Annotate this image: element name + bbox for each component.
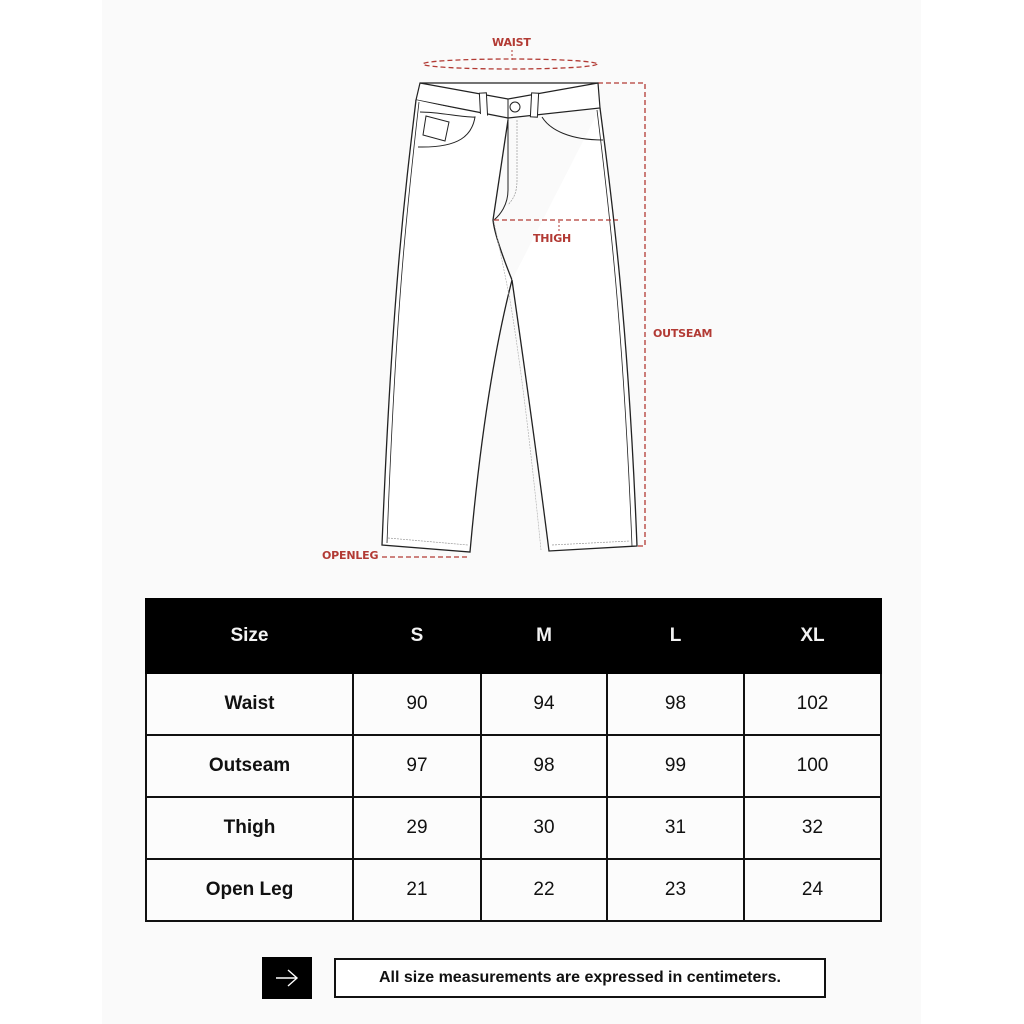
units-note: All size measurements are expressed in centimeters. [334, 958, 826, 998]
table-header-row [146, 599, 881, 673]
cell-value: 24 [744, 859, 881, 921]
cell-value: 30 [481, 797, 607, 859]
cell-value: 100 [744, 735, 881, 797]
table-row-thigh [146, 797, 881, 859]
openleg-label: OPENLEG [322, 549, 379, 562]
header-size: Size [146, 599, 353, 673]
outseam-label: OUTSEAM [653, 327, 713, 340]
row-label: Thigh [146, 797, 353, 859]
cell-value: 94 [481, 673, 607, 735]
cell-value: 102 [744, 673, 881, 735]
cell-value: 29 [353, 797, 481, 859]
header-xl: XL [744, 599, 881, 673]
row-label: Waist [146, 673, 353, 735]
row-label: Open Leg [146, 859, 353, 921]
header-m: M [481, 599, 607, 673]
cell-value: 98 [607, 673, 744, 735]
waist-label: WAIST [492, 36, 531, 49]
arrow-badge [262, 957, 312, 999]
cell-value: 22 [481, 859, 607, 921]
size-chart-table [145, 598, 882, 922]
cell-value: 90 [353, 673, 481, 735]
table-row-outseam [146, 735, 881, 797]
table-row-open-leg [146, 859, 881, 921]
cell-value: 31 [607, 797, 744, 859]
row-label: Outseam [146, 735, 353, 797]
header-l: L [607, 599, 744, 673]
cell-value: 32 [744, 797, 881, 859]
thigh-label: THIGH [533, 232, 572, 245]
cell-value: 21 [353, 859, 481, 921]
cell-value: 23 [607, 859, 744, 921]
arrow-right-icon [274, 968, 300, 988]
cell-value: 97 [353, 735, 481, 797]
table-row-waist [146, 673, 881, 735]
cell-value: 99 [607, 735, 744, 797]
header-s: S [353, 599, 481, 673]
cell-value: 98 [481, 735, 607, 797]
